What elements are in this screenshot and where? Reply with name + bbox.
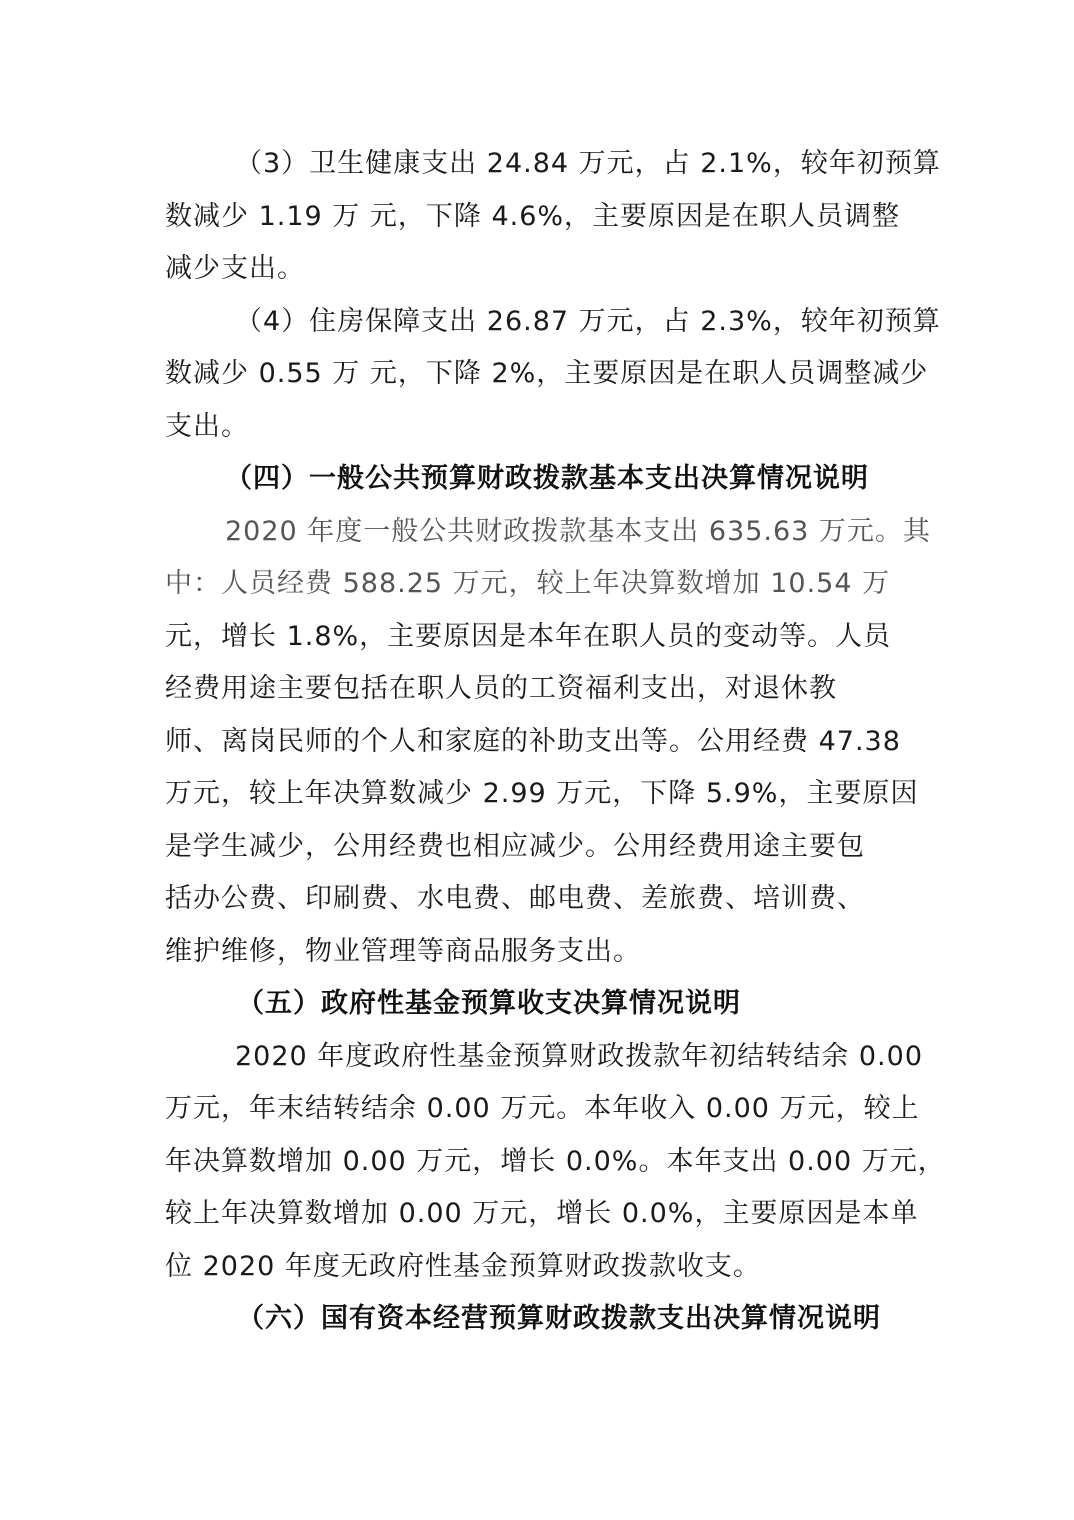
text-line: 万元，较上年决算数减少 2.99 万元，下降 5.9%，主要原因 xyxy=(165,778,919,809)
section-heading-state-capital: （六）国有资本经营预算财政拨款支出决算情况说明 xyxy=(237,1303,881,1334)
paragraph-health-expenditure xyxy=(165,138,941,296)
text-line: 支出。 xyxy=(165,410,249,442)
document-body xyxy=(165,138,946,1346)
text-line: 数减少 0.55 万 元，下降 2%，主要原因是在职人员调整减少 xyxy=(165,358,929,389)
text-line: 括办公费、印刷费、水电费、邮电费、差旅费、培训费、 xyxy=(165,883,865,914)
text-line: 中：人员经费 588.25 万元，较上年决算数增加 10.54 万 xyxy=(165,568,891,599)
text-line: 位 2020 年度无政府性基金预算财政拨款收支。 xyxy=(165,1250,761,1282)
text-line: 2020 年度一般公共财政拨款基本支出 635.63 万元。其 xyxy=(225,515,931,547)
section-heading-government-fund: （五）政府性基金预算收支决算情况说明 xyxy=(237,988,741,1019)
text-line: 2020 年度政府性基金预算财政拨款年初结转结余 0.00 xyxy=(235,1040,923,1072)
text-line: （4）住房保障支出 26.87 万元，占 2.3%，较年初预算 xyxy=(235,305,941,337)
text-line: 数减少 1.19 万 元，下降 4.6%，主要原因是在职人员调整 xyxy=(165,200,901,232)
text-line: 经费用途主要包括在职人员的工资福利支出，对退休教 xyxy=(165,673,837,704)
text-line: （3）卫生健康支出 24.84 万元，占 2.1%，较年初预算 xyxy=(235,148,941,179)
text-line: 较上年决算数增加 0.00 万元，增长 0.0%，主要原因是本单 xyxy=(165,1198,919,1229)
text-line: 是学生减少，公用经费也相应减少。公用经费用途主要包 xyxy=(165,830,865,862)
text-line: 万元，年末结转结余 0.00 万元。本年收入 0.00 万元，较上 xyxy=(165,1093,920,1124)
text-line: 年决算数增加 0.00 万元，增长 0.0%。本年支出 0.00 万元， xyxy=(165,1145,946,1177)
text-line: 维护维修，物业管理等商品服务支出。 xyxy=(165,935,641,967)
paragraph-basic-expenditure xyxy=(165,506,931,979)
text-line: 元，增长 1.8%，主要原因是本年在职人员的变动等。人员 xyxy=(165,620,892,652)
paragraph-housing-expenditure xyxy=(165,296,941,454)
text-line: 师、离岗民师的个人和家庭的补助支出等。公用经费 47.38 xyxy=(165,725,901,757)
section-heading-basic-expenditure: （四）一般公共预算财政拨款基本支出决算情况说明 xyxy=(225,463,869,494)
text-line: 减少支出。 xyxy=(165,253,305,284)
paragraph-government-fund xyxy=(165,1031,946,1294)
